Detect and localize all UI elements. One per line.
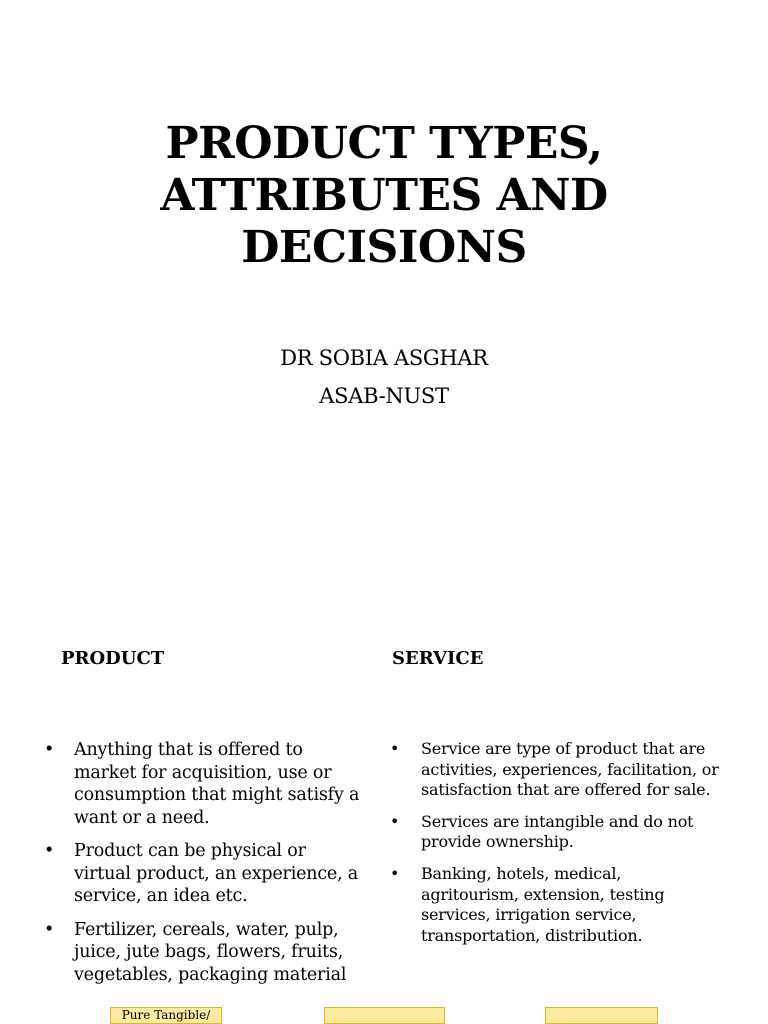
list-item	[390, 739, 720, 801]
bullet-icon: •	[390, 811, 400, 831]
list-item	[390, 864, 720, 946]
product-bullet-list	[44, 739, 364, 997]
list-item	[44, 840, 364, 908]
spectrum-box-pure-tangible: Pure Tangible/	[110, 1007, 222, 1024]
bullet-text: Fertilizer, cereals, water, pulp, juice, jute bags, flowers, fruits, vegetables, packaging material	[74, 919, 347, 985]
bullet-text: Product can be physical or virtual product, an experience, a service, an idea etc.	[74, 841, 359, 906]
bullet-icon: •	[390, 863, 400, 883]
product-service-slide	[0, 600, 768, 1024]
bullet-text: Banking, hotels, medical, agritourism, extension, testing services, irrigation service, transportation, distribution.	[421, 863, 665, 945]
service-bullet-list	[390, 739, 720, 957]
title-line: DECISIONS	[241, 222, 527, 273]
bullet-icon: •	[44, 841, 55, 861]
bullet-text: Service are type of product that are activities, experiences, facilitation, or satisfaction that are offered for sale.	[421, 739, 719, 800]
list-item	[390, 812, 720, 853]
author-affiliation: ASAB-NUST	[319, 384, 449, 408]
bullet-icon: •	[390, 739, 400, 758]
bullet-text: Services are intangible and do not provide ownership.	[421, 811, 694, 852]
title-line: PRODUCT TYPES,	[165, 118, 603, 169]
list-item	[44, 919, 364, 987]
list-item	[44, 739, 364, 829]
service-heading: SERVICE	[392, 648, 484, 669]
spectrum-box-middle	[324, 1007, 445, 1024]
bullet-icon: •	[44, 740, 55, 760]
slide-title	[0, 118, 768, 274]
spectrum-box-right	[545, 1007, 658, 1024]
bullet-icon: •	[44, 919, 55, 940]
product-heading: PRODUCT	[61, 648, 165, 669]
bullet-text: Anything that is offered to market for acquisition, use or consumption that might satisfy a want or a need.	[74, 740, 360, 828]
author-block	[0, 339, 768, 415]
author-name: DR SOBIA ASGHAR	[280, 346, 488, 370]
title-line: ATTRIBUTES AND	[160, 170, 608, 221]
